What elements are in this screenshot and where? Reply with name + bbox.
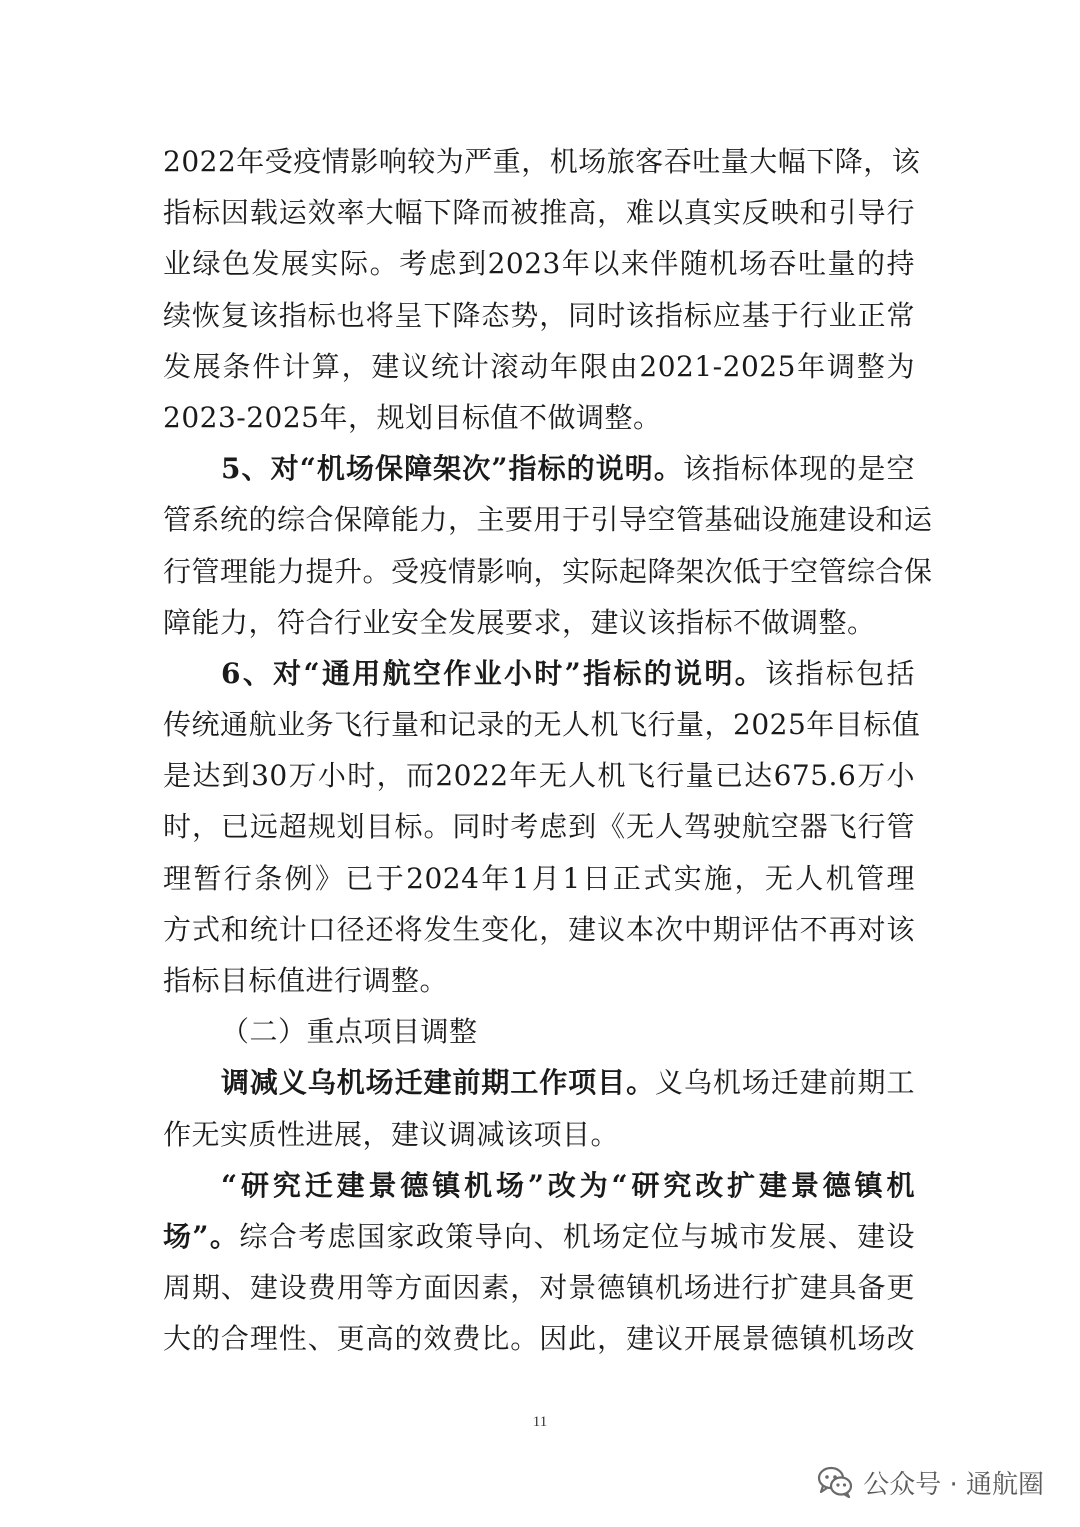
body-text: 该指标包括: [765, 656, 915, 690]
text-line: [163, 1211, 915, 1262]
body-text: 续恢复该指标也将呈下降态势，同时该指标应基于行业正常: [163, 298, 915, 332]
text-line: [163, 546, 933, 597]
text-line: [163, 648, 915, 699]
text-line: [163, 750, 915, 801]
text-line: [163, 597, 915, 648]
body-text: 障能力，符合行业安全发展要求，建议该指标不做调整。: [163, 605, 876, 639]
body-text: 该指标体现的是空: [682, 452, 915, 486]
text-line: [163, 1313, 915, 1364]
body-text: 业绿色发展实际。考虑到2023年以来伴随机场吞吐量的持: [163, 247, 915, 281]
body-text: 2022年受疫情影响较为严重，机场旅客吞吐量大幅下降，该: [163, 145, 921, 178]
text-line: [163, 392, 915, 443]
body-text: 理暂行条例》已于2024年1月1日正式实施，无人机管理: [163, 861, 915, 895]
text-line: [163, 1262, 915, 1313]
body-text: 时，已远超规划目标。同时考虑到《无人驾驶航空器飞行管: [163, 810, 915, 844]
body-text: 作无实质性进展，建议调减该项目。: [163, 1117, 620, 1151]
body-text: 大的合理性、更高的效费比。因此，建议开展景德镇机场改: [163, 1322, 915, 1356]
watermark: [817, 1462, 1044, 1502]
text-line: [163, 290, 915, 341]
text-line: [163, 494, 933, 545]
body-text: 传统通航业务飞行量和记录的无人机飞行量，2025年目标值: [163, 708, 921, 742]
body-text: 指标因载运效率大幅下降而被推高，难以真实反映和引导行: [163, 196, 915, 230]
page-number: 11: [532, 1414, 548, 1430]
body-text: 指标目标值进行调整。: [163, 964, 449, 997]
body-text: 管系统的综合保障能力，主要用于引导空管基础设施建设和运: [163, 503, 933, 537]
wechat-icon: [817, 1466, 853, 1498]
text-line: [163, 238, 915, 289]
text-line: [163, 904, 915, 955]
bold-heading-text: 5、对“机场保障架次”指标的说明。: [221, 452, 683, 486]
body-text: 义乌机场迁建前期工: [655, 1066, 915, 1100]
bold-heading-text: 场”。: [163, 1219, 240, 1253]
text-line: [163, 1057, 915, 1108]
text-line: [163, 136, 921, 187]
text-line: [163, 699, 921, 750]
body-text: 行管理能力提升。受疫情影响，实际起降架次低于空管综合保: [163, 554, 933, 588]
body-text: 发展条件计算，建议统计滚动年限由2021-2025年调整为: [163, 349, 915, 383]
text-line: [163, 853, 915, 904]
bold-heading-text: 调减义乌机场迁建前期工作项目。: [221, 1066, 656, 1100]
body-text: 2023-2025年，规划目标值不做调整。: [163, 400, 662, 434]
document-body: [163, 136, 933, 1365]
bold-heading-text: 6、对“通用航空作业小时”指标的说明。: [221, 656, 766, 690]
text-line: [163, 443, 915, 494]
text-line: [163, 801, 915, 852]
text-line: [163, 1006, 915, 1057]
body-text: 综合考虑国家政策导向、机场定位与城市发展、建设: [239, 1219, 915, 1253]
watermark-text: 公众号 · 通航圈: [863, 1469, 1044, 1500]
text-line: [163, 1109, 915, 1160]
body-text: （二）重点项目调整: [221, 1015, 478, 1049]
body-text: 是达到30万小时，而2022年无人机飞行量已达675.6万小: [163, 759, 915, 793]
text-line: [163, 955, 915, 1006]
text-line: [163, 341, 915, 392]
body-text: 方式和统计口径还将发生变化，建议本次中期评估不再对该: [163, 912, 915, 946]
text-line: [163, 1160, 915, 1211]
body-text: 周期、建设费用等方面因素，对景德镇机场进行扩建具备更: [163, 1271, 915, 1305]
bold-heading-text: “研究迁建景德镇机场”改为“研究改扩建景德镇机: [221, 1168, 915, 1202]
text-line: [163, 187, 915, 238]
